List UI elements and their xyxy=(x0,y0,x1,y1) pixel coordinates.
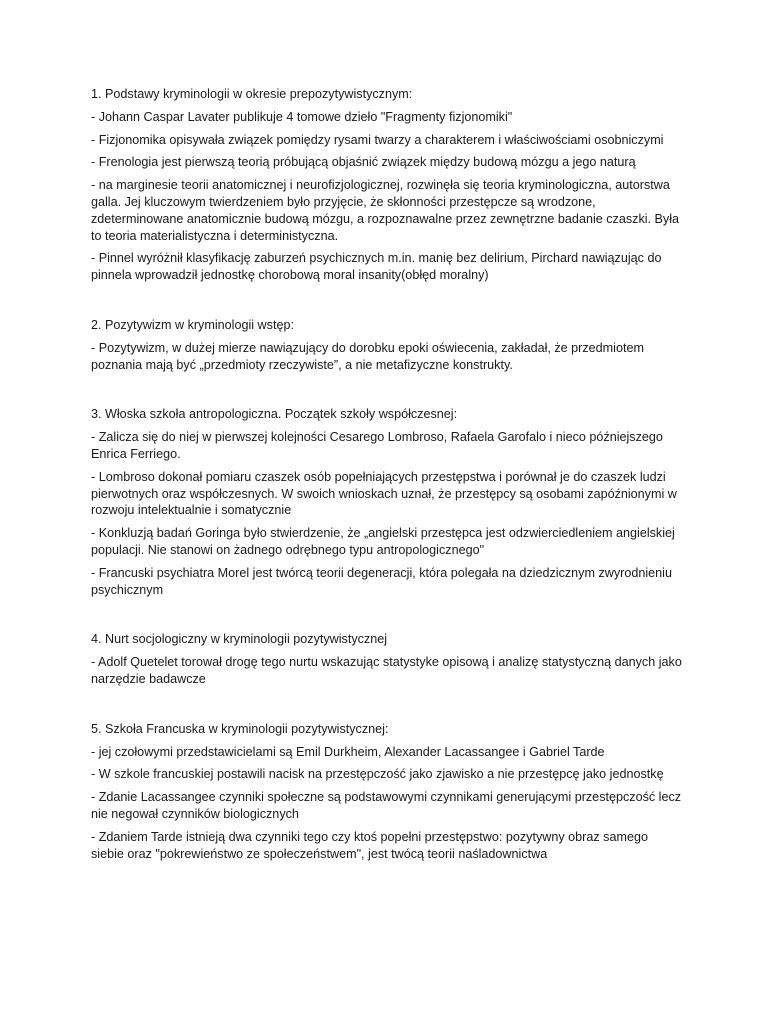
paragraph: - Zdaniem Tarde istnieją dwa czynniki tego czy ktoś popełni przestępstwo: pozytywny obraz samego siebie oraz "pokrewieństwo ze społeczeństwem", jest twócą teorii naśladownictwa xyxy=(91,829,648,861)
section-1 xyxy=(91,86,683,284)
paragraph: - Francuski psychiatra Morel jest twórcą teorii degeneracji, która polegała na dziedzicznym zwyrodnieniu psychicznym xyxy=(91,565,672,597)
section-2 xyxy=(91,317,683,373)
paragraph: - Lombroso dokonał pomiaru czaszek osób popełniających przestępstwa i porównał je do czaszek ludzi pierwotnych oraz współczesnych. W swoich wnioskach uznał, że przestępcy są osobami zapóźnionymi w rozwoju intelektualnie i somatycznie xyxy=(91,469,677,518)
paragraph: - Johann Caspar Lavater publikuje 4 tomowe dzieło "Fragmenty fizjonomiki" xyxy=(91,109,513,124)
paragraph: - Pinnel wyróżnił klasyfikację zaburzeń psychicznych m.in. manię bez delirium, Pirchard nawiązując do pinnela wprowadził jednostkę chorobową moral insanity(obłęd moralny) xyxy=(91,251,662,283)
paragraph: - W szkole francuskiej postawili nacisk na przestępczość jako zjawisko a nie przestępcę jako jednostkę xyxy=(91,767,664,782)
paragraph: - Zalicza się do niej w pierwszej kolejności Cesarego Lombroso, Rafaela Garofalo i nieco późniejszego Enrica Ferriego. xyxy=(91,430,663,461)
section-3 xyxy=(91,406,683,598)
section-heading: 3. Włoska szkoła antropologiczna. Początek szkoły współczesnej: xyxy=(91,407,458,422)
section-heading: 5. Szkoła Francuska w kryminologii pozytywistycznej: xyxy=(91,721,389,736)
section-heading: 1. Podstawy kryminologii w okresie prepozytywistycznym: xyxy=(91,87,413,101)
paragraph: - jej czołowymi przedstawicielami są Emil Durkheim, Alexander Lacassangee i Gabriel Tarde xyxy=(91,744,605,759)
paragraph: - Zdanie Lacassangee czynniki społeczne są podstawowymi czynnikami generującymi przestępczość lecz nie negował czynników biologicznych xyxy=(91,790,682,821)
section-4 xyxy=(91,631,683,687)
paragraph: - Fizjonomika opisywała związek pomiędzy rysami twarzy a charakterem i właściwościami osobniczymi xyxy=(91,132,664,147)
paragraph: - Pozytywizm, w dużej mierze nawiązujący do dorobku epoki oświecenia, zakładał, że przedmiotem poznania mają być „przedmioty rzeczywiste”, a nie metafizyczne konstrukty. xyxy=(91,340,644,372)
paragraph: - Adolf Quetelet torował drogę tego nurtu wskazując statystyke opisową i analizę statystyczną danych jako narzędzie badawcze xyxy=(91,655,682,686)
document-body xyxy=(91,86,683,862)
paragraph: - Frenologia jest pierwszą teorią próbującą objaśnić związek między budową mózgu a jego naturą xyxy=(91,155,636,170)
paragraph: - Konkluzją badań Goringa było stwierdzenie, że „angielski przestępca jest odzwierciedleniem angielskiej populacji. Nie stanowi on żadnego odrębnego typu antropologicznego" xyxy=(91,526,675,557)
paragraph: - na marginesie teorii anatomicznej i neurofizjologicznej, rozwinęła się teoria kryminologiczna, autorstwa galla. Jej kluczowym twierdzeniem było przyjęcie, że skłonności przestępcze są wrodzone, zdeterminowane anatomicznie budową mózgu, a rozpoznawalne przez zewnętrzne badanie czaszki. Była to teoria materialistyczna i deterministyczna. xyxy=(91,178,680,243)
section-5 xyxy=(91,721,683,863)
section-heading: 2. Pozytywizm w kryminologii wstęp: xyxy=(91,317,294,332)
section-heading: 4. Nurt socjologiczny w kryminologii pozytywistycznej xyxy=(91,632,388,647)
